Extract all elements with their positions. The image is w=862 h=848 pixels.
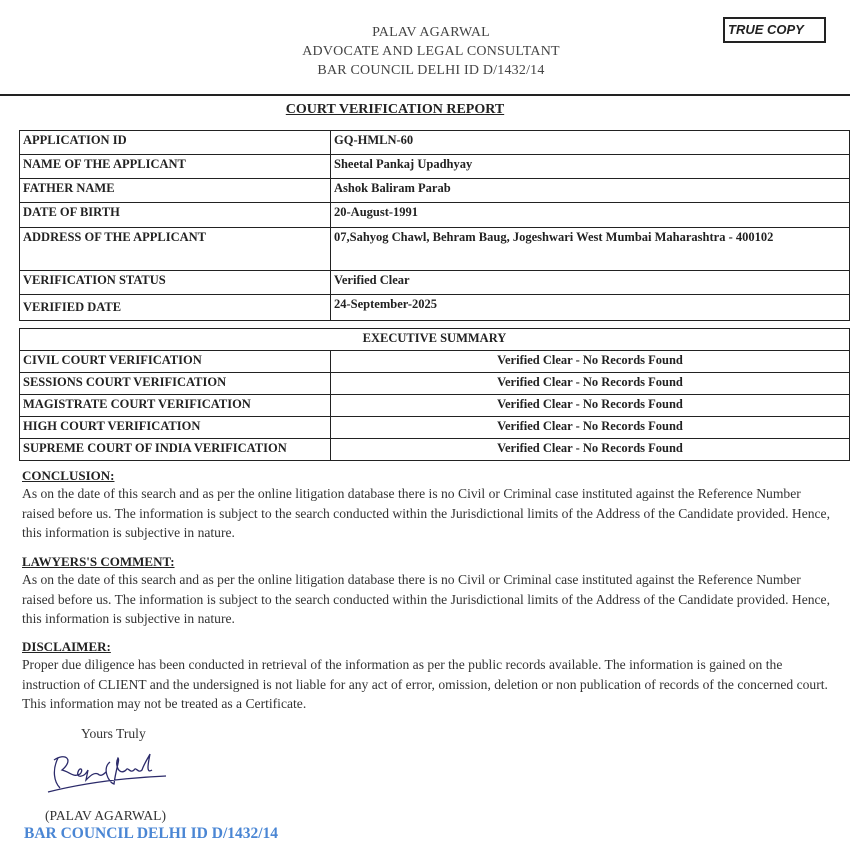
field-value: Ashok Baliram Parab [331, 179, 850, 203]
field-value: Sheetal Pankaj Upadhyay [331, 155, 850, 179]
field-label: DATE OF BIRTH [20, 203, 331, 228]
lawyers-comment-section [22, 554, 832, 629]
court-label: MAGISTRATE COURT VERIFICATION [20, 395, 331, 417]
field-label: FATHER NAME [20, 179, 331, 203]
true-copy-stamp: TRUE COPY [723, 17, 826, 43]
table-row [20, 131, 850, 155]
signature-image [40, 748, 180, 798]
field-label: ADDRESS OF THE APPLICANT [20, 228, 331, 271]
table-row [20, 228, 850, 271]
conclusion-text: As on the date of this search and as per the online litigation database there is no Civil or Criminal case instituted against the Reference Number raised before us. The information is subject to the search conducted within the Jurisdictional limits of the Address of the Candidate provided. Hence, this information is subjective in nature. [22, 486, 830, 540]
lawyers-comment-heading: LAWYERS'S COMMENT: [22, 554, 175, 569]
summary-title: EXECUTIVE SUMMARY [20, 329, 850, 351]
field-value: GQ-HMLN-60 [331, 131, 850, 155]
table-row [20, 295, 850, 321]
field-value: Verified Clear [331, 271, 850, 295]
applicant-details-table [19, 130, 850, 321]
conclusion-section [22, 468, 832, 543]
table-row [20, 373, 850, 395]
header-divider [0, 94, 850, 96]
court-result: Verified Clear - No Records Found [331, 351, 850, 373]
court-result: Verified Clear - No Records Found [331, 417, 850, 439]
field-value: 24-September-2025 [331, 295, 850, 321]
court-result: Verified Clear - No Records Found [331, 373, 850, 395]
disclaimer-heading: DISCLAIMER: [22, 639, 111, 654]
letterhead-bar-id: BAR COUNCIL DELHI ID D/1432/14 [317, 63, 545, 78]
disclaimer-section [22, 639, 832, 714]
report-title: COURT VERIFICATION REPORT [285, 102, 505, 117]
table-row [20, 203, 850, 228]
disclaimer-text: Proper due diligence has been conducted in retrieval of the information as per the public records available. The information is gained on the instruction of CLIENT and the undersigned is not liable for any act of error, omission, deletion or non publication of records of the concerned court. This information may not be treated as a Certificate. [22, 657, 828, 711]
table-row [20, 417, 850, 439]
signatory-name: (PALAV AGARWAL) [45, 808, 166, 823]
table-row [20, 155, 850, 179]
court-result: Verified Clear - No Records Found [331, 439, 850, 461]
table-header-row [20, 329, 850, 351]
closing-text: Yours Truly [81, 726, 146, 741]
table-row [20, 439, 850, 461]
court-label: SESSIONS COURT VERIFICATION [20, 373, 331, 395]
field-label: VERIFIED DATE [20, 295, 331, 321]
letterhead-designation: ADVOCATE AND LEGAL CONSULTANT [302, 44, 560, 59]
court-label: SUPREME COURT OF INDIA VERIFICATION [20, 439, 331, 461]
table-row [20, 179, 850, 203]
field-value: 20-August-1991 [331, 203, 850, 228]
court-label: CIVIL COURT VERIFICATION [20, 351, 331, 373]
field-label: APPLICATION ID [20, 131, 331, 155]
lawyers-comment-text: As on the date of this search and as per the online litigation database there is no Civil or Criminal case instituted against the Reference Number raised before us. The information is subject to the search conducted within the Jurisdictional limits of the Address of the Candidate provided. Hence, this information is subjective in nature. [22, 572, 830, 626]
conclusion-heading: CONCLUSION: [22, 468, 115, 483]
signatory-bar-id: BAR COUNCIL DELHI ID D/1432/14 [24, 825, 279, 842]
table-row [20, 395, 850, 417]
court-result: Verified Clear - No Records Found [331, 395, 850, 417]
court-label: HIGH COURT VERIFICATION [20, 417, 331, 439]
field-label: VERIFICATION STATUS [20, 271, 331, 295]
field-value: 07,Sahyog Chawl, Behram Baug, Jogeshwari West Mumbai Maharashtra - 400102 [331, 228, 850, 271]
executive-summary-table [19, 328, 850, 461]
table-row [20, 351, 850, 373]
field-label: NAME OF THE APPLICANT [20, 155, 331, 179]
letterhead-name: PALAV AGARWAL [372, 25, 490, 40]
table-row [20, 271, 850, 295]
